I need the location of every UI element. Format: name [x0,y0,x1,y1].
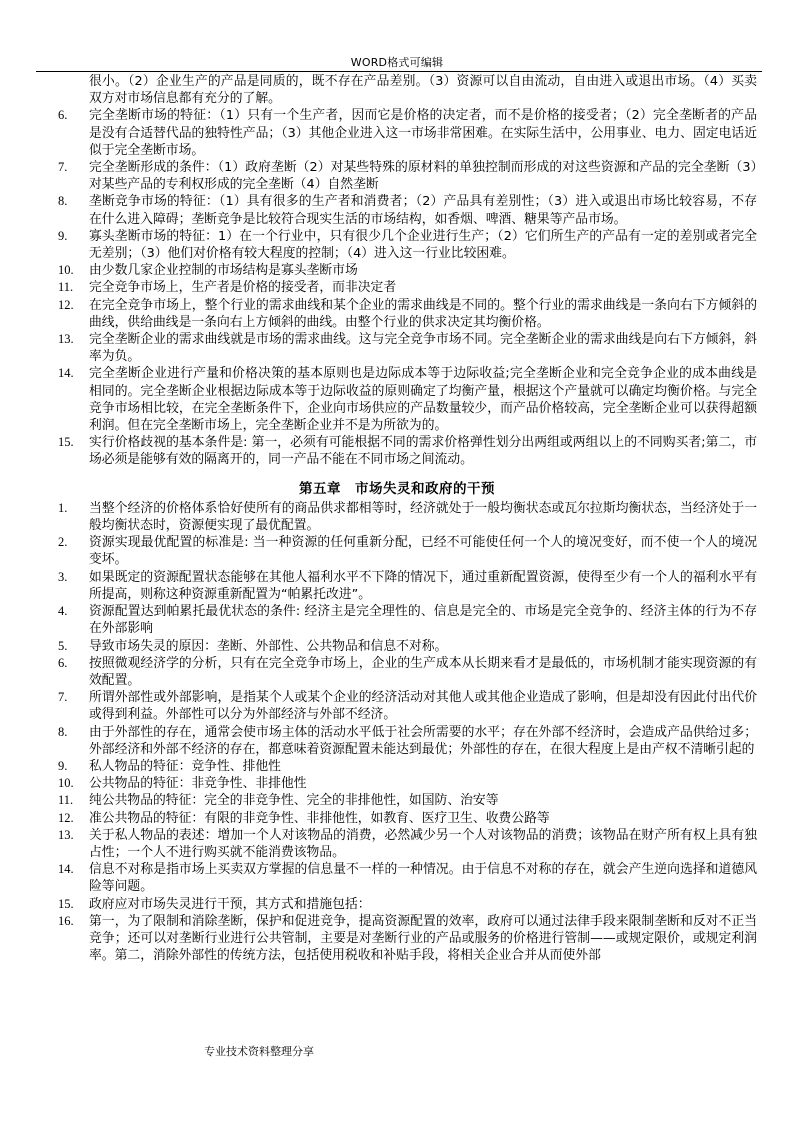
list-item-text: 公共物品的特征：非竞争性、非排他性 [89,776,307,792]
list-item-text: 资源配置达到帕累托最优状态的条件: 经济主是完全理性的、信息是完全的、市场是完全竞争的、经济主体的行为不存在外部影响 [89,604,757,637]
list-item [0,655,794,689]
list-item-number: 14. [58,366,74,381]
list-item [0,603,794,637]
list-item-number: 1. [58,500,68,515]
list-item-number: 15. [58,435,74,450]
list-item [0,758,794,775]
list-item [0,896,794,913]
list-item-text: 完全垄断企业进行产量和价格决策的基本原则也是边际成本等于边际收益;完全垄断企业和完全竞争企业的成本曲线是相同的。完全垄断企业根据边际成本等于边际收益的原则确定了均衡产量，根据这个产量就可以确定均衡价格。与完全竞争市场相比较，在完全垄断条件下，企业向市场供应的产品数量较少，而产品价格较高，完全垄断企业可以获得超额利润。但在完全垄断市场上，完全垄断企业并不是为所欲为的。 [89,366,757,434]
list-item-text: 第一，为了限制和消除垄断，保护和促进竞争，提高资源配置的效率，政府可以通过法律手段来限制垄断和反对不正当竞争；还可以对垄断行业进行公共管制，主要是对垄断行业的产品或服务的价格进行管制——或规定限价，或规定利润率。第二，消除外部性的传统方法，包括使用税收和补贴手段，将相关企业合并从而使外部 [89,913,757,964]
list-item [0,365,794,434]
header-rule [36,71,762,72]
list-item-text: 信息不对称是指市场上买卖双方掌握的信息量不一样的一种情况。由于信息不对称的存在，就会产生逆向选择和道德风险等问题。 [89,862,757,895]
list-item-number: 5. [58,638,68,653]
list-item [0,569,794,603]
list-item-text: 纯公共物品的特征：完全的非竞争性、完全的非排他性，如国防、治安等 [89,793,499,809]
list-item [0,775,794,792]
list-item-text: 政府应对市场失灵进行干预，其方式和措施包括： [89,896,371,912]
list-item [0,689,794,723]
list-item-text: 在完全竞争市场上，整个行业的需求曲线和某个企业的需求曲线是不同的。整个行业的需求曲线是一条向右下方倾斜的曲线，供给曲线是一条向右上方倾斜的曲线。由整个行业的供求决定其均衡价格。 [89,297,757,330]
list-item-number: 16. [58,913,74,928]
list-item [0,228,794,262]
page-header: WORD格式可编辑 [350,56,444,69]
list-item-number: 13. [58,827,74,842]
list-item-text: 完全竞争市场上，生产者是价格的接受者，而非决定者 [89,280,397,296]
list-item-text: 所谓外部性或外部影响，是指某个人或某个企业的经济活动对其他人或其他企业造成了影响，但是却没有因此付出代价或得到利益。外部性可以分为外部经济与外部不经济。 [89,690,757,723]
list-item-text: 按照微观经济学的分析，只有在完全竞争市场上，企业的生产成本从长期来看才是最低的，市场机制才能实现资源的有效配置。 [89,655,757,688]
list-item [0,107,794,159]
list-item-number: 3. [58,569,68,584]
list-item [0,534,794,568]
list-item-number: 8. [58,194,68,209]
list-item [0,279,794,296]
list-item-number: 7. [58,690,68,705]
section-market-structures [0,107,794,468]
page-footer: 专业技术资料整理分享 [204,1045,314,1058]
list-item-text: 垄断竞争市场的特征：（1）具有很多的生产者和消费者；（2）产品具有差别性；（3）进入或退出市场比较容易，不存在什么进入障碍；垄断竞争是比较符合现实生活的市场结构，如香烟、啤酒、糖果等产品市场。 [89,194,757,227]
list-item-text: 关于私人物品的表述：增加一个人对该物品的消费，必然减少另一个人对该物品的消费；该物品在财产所有权上具有独占性；一个人不进行购买就不能消费该物品。 [89,827,757,860]
list-item [0,434,794,468]
list-item [0,297,794,331]
list-item-text: 资源实现最优配置的标准是: 当一种资源的任何重新分配，已经不可能使任何一个人的境况变好，而不使一个人的境况变坏。 [89,535,757,568]
list-item-text: 如果既定的资源配置状态能够在其他人福利水平不下降的情况下，通过重新配置资源，使得至少有一个人的福利水平有所提高，则称这种资源重新配置为“帕累托改进”。 [89,569,757,602]
list-item-text: 导致市场失灵的原因：垄断、外部性、公共物品和信息不对称。 [89,638,448,654]
list-item [0,159,794,193]
chapter-title: 第五章 市场失灵和政府的干预 [299,480,495,497]
list-item-number: 8. [58,724,68,739]
list-item-number: 4. [58,604,68,619]
list-item-number: 6. [58,655,68,670]
list-item-text: 私人物品的特征：竞争性、排他性 [89,758,281,774]
continuation-paragraph [0,73,794,107]
list-item-number: 11. [58,280,74,295]
list-item-text: 完全垄断市场的特征：（1）只有一个生产者，因而它是价格的决定者，而不是价格的接受者；（2）完全垄断者的产品是没有合适替代品的独特性产品；（3）其他企业进入这一市场非常困难。在实际生活中，公用事业、电力、固定电话近似于完全垄断市场。 [89,108,757,158]
list-item-number: 12. [58,810,74,825]
list-item [0,810,794,827]
document-body [0,73,794,964]
list-item-text: 准公共物品的特征：有限的非竞争性、非排他性，如教育、医疗卫生、收费公路等 [89,810,550,826]
list-item-text: 实行价格歧视的基本条件是: 第一，必须有可能根据不同的需求价格弹性划分出两组或两组以上的不同购买者;第二，市场必须是能够有效的隔离开的，同一产品不能在不同市场之间流动。 [89,435,757,468]
list-item [0,861,794,895]
list-item-number: 10. [58,776,74,791]
list-item [0,262,794,279]
list-item [0,193,794,227]
list-item [0,724,794,758]
list-item-number: 11. [58,793,74,808]
list-item-text: 完全垄断形成的条件：（1）政府垄断（2）对某些特殊的原材料的单独控制而形成的对这些资源和产品的完全垄断（3）对某些产品的专利权形成的完全垄断（4）自然垄断 [89,160,757,193]
paragraph-text: 很小。（2）企业生产的产品是同质的，既不存在产品差别。（3）资源可以自由流动，自由进入或退出市场。（4）买卖双方对市场信息都有充分的了解。 [89,74,757,107]
list-item-text: 完全垄断企业的需求曲线就是市场的需求曲线。这与完全竞争市场不同。完全垄断企业的需求曲线是向右下方倾斜，斜率为负。 [89,332,757,365]
list-item-number: 10. [58,263,74,278]
list-item [0,500,794,534]
list-item-text: 当整个经济的价格体系恰好使所有的商品供求都相等时，经济就处于一般均衡状态或瓦尔拉斯均衡状态，当经济处于一般均衡状态时，资源便实现了最优配置。 [89,500,757,534]
list-item-number: 15. [58,896,74,911]
list-item-text: 寡头垄断市场的特征：1）在一个行业中，只有很少几个企业进行生产；（2）它们所生产的产品有一定的差别或者完全无差别；（3）他们对价格有较大程度的控制；（4）进入这一行业比较困难。 [89,228,757,262]
list-item-number: 9. [58,228,68,243]
list-item [0,792,794,809]
list-item-number: 12. [58,297,74,312]
list-item-text: 由于外部性的存在，通常会使市场主体的活动水平低于社会所需要的水平；存在外部不经济时，会造成产品供给过多；外部经济和外部不经济的存在，都意味着资源配置未能达到最优；外部性的存在，在很大程度上是由产权不清晰引起的 [89,724,757,757]
list-item [0,331,794,365]
list-item-number: 2. [58,535,68,550]
list-item-text: 由少数几家企业控制的市场结构是寡头垄断市场 [89,263,358,279]
list-item-number: 9. [58,758,68,773]
list-item-number: 6. [58,108,68,123]
list-item [0,827,794,861]
list-item [0,913,794,965]
section-market-failure [0,500,794,964]
list-item-number: 13. [58,332,74,347]
list-item-number: 14. [58,862,74,877]
list-item-number: 7. [58,160,68,175]
list-item [0,638,794,655]
